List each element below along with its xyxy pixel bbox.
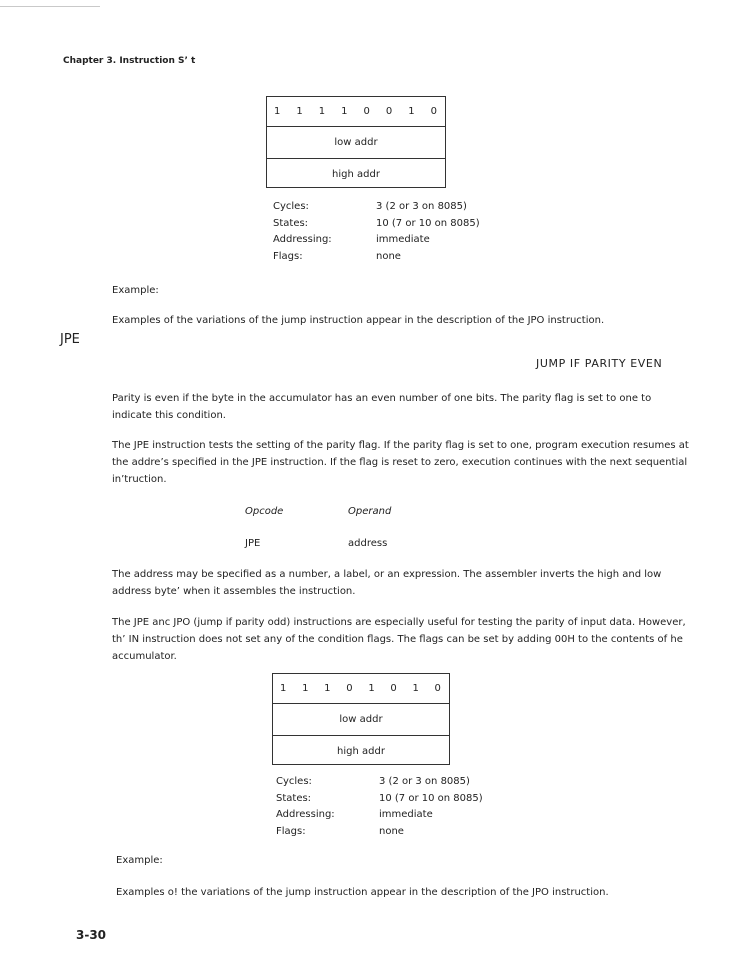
bit: 1 (341, 106, 348, 117)
instruction-format-box (272, 673, 450, 765)
low-addr-row: low addr (267, 127, 445, 159)
bit: 1 (274, 106, 281, 117)
bit: 0 (346, 683, 353, 694)
bit: 0 (363, 106, 370, 117)
example-text: Examples of the variations of the jump instruction appear in the description of the JPO instruction. (112, 315, 605, 326)
opcode-bits (267, 97, 445, 127)
bit: 0 (385, 106, 393, 117)
spec-value: 3 (2 or 3 on 8085) (379, 776, 470, 787)
example-label: Example: (116, 855, 163, 866)
high-addr-row: high addr (337, 746, 385, 757)
paragraph: The JPE anc JPO (jump if parity odd) instructions are especially useful for testing the parity of input data. However, th’ IN instruction does not set any of the condition flags. The flags can be set by adding 00H to the contents of he accumulator. (112, 617, 686, 662)
bit: 1 (412, 683, 419, 694)
spec-value: none (376, 250, 401, 262)
bit: 0 (390, 683, 397, 694)
top-rule (0, 6, 100, 7)
instruction-specs (276, 774, 536, 842)
spec-label: Cycles: (276, 776, 312, 787)
high-addr-row: high addr (332, 169, 380, 180)
spec-label: States: (276, 792, 312, 804)
spec-value: 10 (7 or 10 on 8085) (376, 217, 480, 229)
spec-value: 10 (7 or 10 on 8085) (379, 792, 483, 804)
spec-value: immediate (376, 234, 430, 245)
instruction-mnemonic: JPE (60, 332, 80, 347)
instruction-format-box (266, 96, 446, 188)
bit: 1 (408, 106, 415, 117)
paragraph: Parity is even if the byte in the accumulator has an even number of one bits. The parity flag is set to one to indicate this condition. (112, 393, 652, 421)
spec-label: Flags: (273, 250, 303, 262)
bit: 0 (430, 106, 437, 117)
spec-label: States: (273, 217, 309, 229)
bit: 1 (302, 683, 309, 694)
example-text: Examples o! the variations of the jump instruction appear in the description of the JPO instruction. (116, 887, 609, 898)
spec-label: Cycles: (273, 201, 309, 212)
bit: 1 (324, 683, 331, 694)
bit: 1 (318, 106, 326, 117)
instruction-specs (273, 199, 533, 267)
bit: 0 (434, 683, 441, 694)
operand-header: Operand (348, 506, 392, 517)
paragraph: The JPE instruction tests the setting of the parity flag. If the parity flag is set to one, program execution resumes at the addre’s specified in the JPE instruction. If the flag is reset to zero, execution continues with the next sequential in’truction. (112, 440, 689, 485)
bit: 1 (280, 683, 287, 694)
bit: 1 (296, 106, 303, 117)
spec-label: Addressing: (276, 809, 335, 820)
opcode-bits (273, 674, 449, 704)
spec-value: 3 (2 or 3 on 8085) (376, 201, 467, 212)
bit: 1 (368, 683, 375, 694)
spec-value: none (379, 825, 404, 837)
paragraph: The address may be specified as a number, a label, or an expression. The assembler inverts the high and low address byte’ when it assembles the instruction. (112, 569, 662, 597)
spec-value: immediate (379, 809, 433, 820)
operand: address (348, 538, 388, 549)
opcode: JPE (245, 538, 261, 549)
spec-label: Addressing: (273, 234, 332, 245)
instruction-title: JUMP IF PARITY EVEN (536, 357, 663, 370)
low-addr-row: low addr (273, 704, 449, 736)
spec-label: Flags: (276, 825, 306, 837)
example-label: Example: (112, 285, 159, 296)
opcode-header: Opcode (245, 506, 284, 517)
page-number: 3-30 (76, 928, 107, 942)
running-header: Chapter 3. Instruction S’ t (63, 56, 196, 66)
